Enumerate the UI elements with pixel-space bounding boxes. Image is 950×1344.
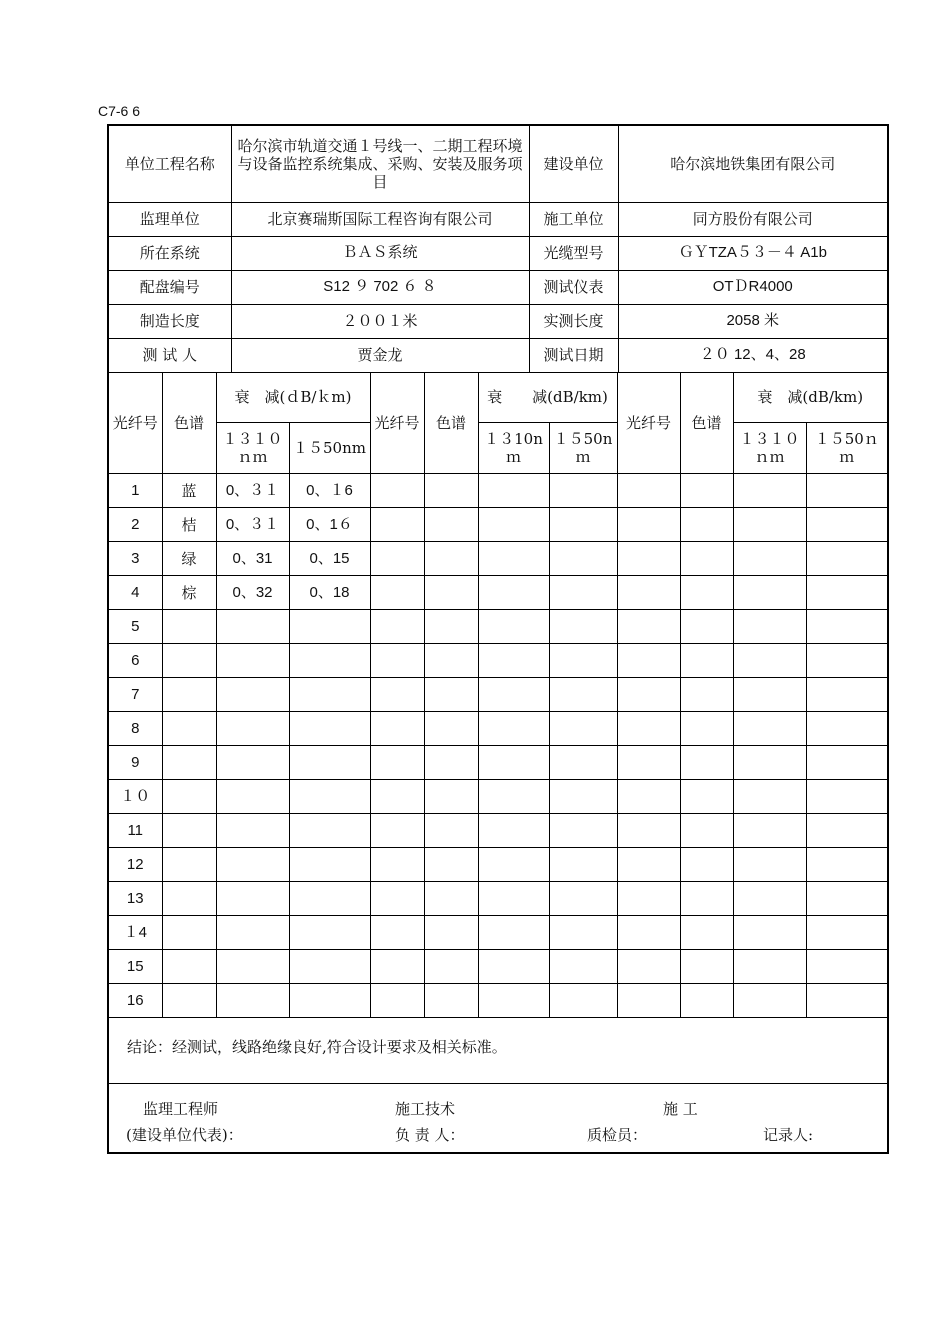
empty-cell (733, 848, 806, 882)
empty-cell (424, 610, 478, 644)
empty-cell (680, 950, 733, 984)
empty-cell (370, 746, 424, 780)
color-cell (162, 746, 216, 780)
attenuation-1550-cell (289, 610, 370, 644)
attenuation-1310-cell (216, 610, 289, 644)
empty-cell (733, 610, 806, 644)
attenuation-1550-cell (289, 984, 370, 1018)
tech-lead-label: 负 责 人： (395, 1126, 465, 1144)
attenuation-1550-cell (289, 814, 370, 848)
attenuation-1550-cell (289, 678, 370, 712)
attenuation-1310-cell: 0、３１ (216, 474, 289, 508)
empty-cell (424, 984, 478, 1018)
color-cell: 桔 (162, 508, 216, 542)
attenuation-1550-cell (289, 882, 370, 916)
fiber-no-header-1: 光纤号 (109, 373, 162, 474)
reel-no-label: 配盘编号 (109, 270, 231, 304)
empty-cell (478, 848, 549, 882)
empty-cell (549, 746, 617, 780)
color-header-1: 色谱 (162, 373, 216, 474)
fiber-no-cell: 11 (109, 814, 162, 848)
fiber-no-cell: 16 (109, 984, 162, 1018)
fiber-no-cell: 13 (109, 882, 162, 916)
attenuation-1310-cell (216, 916, 289, 950)
attenuation-1310-cell (216, 882, 289, 916)
mfg-length-value: ２００１米 (231, 304, 529, 338)
signature-area (109, 1084, 887, 1154)
empty-cell (478, 474, 549, 508)
empty-cell (680, 508, 733, 542)
empty-cell (733, 644, 806, 678)
attenuation-1310-cell (216, 644, 289, 678)
attenuation-1550-cell (289, 950, 370, 984)
color-cell (162, 712, 216, 746)
contractor-value: 同方股份有限公司 (618, 202, 887, 236)
measured-length-label: 实测长度 (529, 304, 618, 338)
empty-cell (733, 984, 806, 1018)
table-row (109, 644, 887, 678)
empty-cell (478, 780, 549, 814)
empty-cell (617, 848, 680, 882)
empty-cell (680, 610, 733, 644)
fiber-no-cell: 15 (109, 950, 162, 984)
empty-cell (370, 644, 424, 678)
attenuation-1550-cell: 0、18 (289, 576, 370, 610)
empty-cell (617, 678, 680, 712)
unit-project-value: 哈尔滨市轨道交通１号线一、二期工程环境与设备监控系统集成、采购、安装及服务项目 (231, 126, 529, 202)
empty-cell (806, 712, 887, 746)
empty-cell (617, 746, 680, 780)
empty-cell (680, 814, 733, 848)
wavelength-1550-1: １５50nm (289, 423, 370, 474)
empty-cell (733, 814, 806, 848)
empty-cell (370, 542, 424, 576)
fiber-no-header-2: 光纤号 (370, 373, 424, 474)
qc-label: 质检员： (587, 1126, 648, 1144)
attenuation-1310-cell (216, 984, 289, 1018)
empty-cell (424, 916, 478, 950)
instrument-label: 测试仪表 (529, 270, 618, 304)
color-cell (162, 678, 216, 712)
empty-cell (478, 508, 549, 542)
empty-cell (617, 542, 680, 576)
empty-cell (617, 508, 680, 542)
empty-cell (370, 508, 424, 542)
cable-model-label: 光缆型号 (529, 236, 618, 270)
empty-cell (424, 712, 478, 746)
empty-cell (806, 474, 887, 508)
attenuation-1310-cell (216, 678, 289, 712)
reel-no-value: S12 ９ 702 ６ ８ (231, 270, 529, 304)
attenuation-1310-cell: 0、３１ (216, 508, 289, 542)
fiber-no-cell: 7 (109, 678, 162, 712)
empty-cell (370, 678, 424, 712)
empty-cell (733, 542, 806, 576)
empty-cell (617, 712, 680, 746)
empty-cell (549, 712, 617, 746)
empty-cell (478, 814, 549, 848)
recorder-label: 记录人: (763, 1126, 814, 1144)
attenuation-1550-cell: 0、15 (289, 542, 370, 576)
header-table (109, 126, 887, 373)
table-row (109, 950, 887, 984)
empty-cell (549, 882, 617, 916)
empty-cell (806, 746, 887, 780)
empty-cell (549, 610, 617, 644)
empty-cell (370, 474, 424, 508)
empty-cell (424, 950, 478, 984)
empty-cell (478, 746, 549, 780)
empty-cell (733, 746, 806, 780)
color-header-3: 色谱 (680, 373, 733, 474)
color-cell (162, 644, 216, 678)
attenuation-1550-cell (289, 712, 370, 746)
empty-cell (370, 950, 424, 984)
empty-cell (680, 746, 733, 780)
color-cell: 蓝 (162, 474, 216, 508)
color-cell (162, 848, 216, 882)
empty-cell (549, 542, 617, 576)
empty-cell (680, 474, 733, 508)
fiber-no-cell: 1 (109, 474, 162, 508)
attenuation-1310-cell (216, 950, 289, 984)
table-row (109, 542, 887, 576)
conclusion: 结论：经测试，线路绝缘良好,符合设计要求及相关标准。 (109, 1018, 887, 1084)
empty-cell (680, 848, 733, 882)
fiber-no-header-3: 光纤号 (617, 373, 680, 474)
construction-unit-label: 建设单位 (529, 126, 618, 202)
empty-cell (806, 916, 887, 950)
test-date-label: 测试日期 (529, 338, 618, 372)
empty-cell (478, 950, 549, 984)
fiber-no-cell: 9 (109, 746, 162, 780)
fiber-no-cell: 3 (109, 542, 162, 576)
color-cell: 棕 (162, 576, 216, 610)
empty-cell (617, 950, 680, 984)
empty-cell (806, 508, 887, 542)
supervisor-label: 监理工程师 (143, 1100, 219, 1118)
color-cell (162, 610, 216, 644)
empty-cell (733, 780, 806, 814)
color-cell (162, 950, 216, 984)
empty-cell (617, 916, 680, 950)
empty-cell (617, 984, 680, 1018)
attenuation-1550-cell (289, 780, 370, 814)
contractor-label: 施工单位 (529, 202, 618, 236)
empty-cell (370, 882, 424, 916)
empty-cell (478, 576, 549, 610)
table-row (109, 576, 887, 610)
attenuation-1550-cell (289, 644, 370, 678)
attenuation-1550-cell (289, 746, 370, 780)
fiber-no-cell: 4 (109, 576, 162, 610)
table-row (109, 984, 887, 1018)
attenuation-1550-cell: 0、１6 (289, 474, 370, 508)
empty-cell (549, 576, 617, 610)
empty-cell (478, 984, 549, 1018)
empty-cell (370, 984, 424, 1018)
empty-cell (478, 610, 549, 644)
empty-cell (424, 848, 478, 882)
fiber-no-cell: １4 (109, 916, 162, 950)
empty-cell (733, 508, 806, 542)
empty-cell (370, 780, 424, 814)
empty-cell (806, 984, 887, 1018)
color-cell (162, 916, 216, 950)
fiber-no-cell: 12 (109, 848, 162, 882)
color-cell (162, 984, 216, 1018)
attenuation-1550-cell: 0、1６ (289, 508, 370, 542)
empty-cell (549, 508, 617, 542)
empty-cell (733, 474, 806, 508)
empty-cell (370, 610, 424, 644)
empty-cell (680, 576, 733, 610)
fiber-no-cell: 6 (109, 644, 162, 678)
empty-cell (733, 882, 806, 916)
empty-cell (733, 712, 806, 746)
empty-cell (478, 712, 549, 746)
empty-cell (617, 610, 680, 644)
empty-cell (478, 678, 549, 712)
supervision-unit-label: 监理单位 (109, 202, 231, 236)
empty-cell (733, 576, 806, 610)
empty-cell (549, 644, 617, 678)
empty-cell (680, 780, 733, 814)
fiber-no-cell: 2 (109, 508, 162, 542)
empty-cell (806, 610, 887, 644)
empty-cell (424, 508, 478, 542)
empty-cell (806, 882, 887, 916)
test-date-value: ２０ 12、4、28 (618, 338, 887, 372)
table-row (109, 678, 887, 712)
tech-label: 施工技术 (395, 1100, 456, 1118)
empty-cell (424, 576, 478, 610)
table-row (109, 814, 887, 848)
empty-cell (424, 780, 478, 814)
empty-cell (806, 576, 887, 610)
empty-cell (806, 644, 887, 678)
empty-cell (370, 814, 424, 848)
mfg-length-label: 制造长度 (109, 304, 231, 338)
empty-cell (370, 712, 424, 746)
empty-cell (733, 678, 806, 712)
table-row (109, 712, 887, 746)
attenuation-1310-cell (216, 780, 289, 814)
empty-cell (617, 644, 680, 678)
cable-model-value: ＧＹTZA５３－４ A1b (618, 236, 887, 270)
attenuation-header-3: 衰 减(dB/km) (733, 373, 887, 423)
wavelength-1310-2: １３10nｍ (478, 423, 549, 474)
table-row (109, 848, 887, 882)
empty-cell (680, 712, 733, 746)
empty-cell (478, 644, 549, 678)
empty-cell (424, 644, 478, 678)
empty-cell (617, 814, 680, 848)
attenuation-1310-cell (216, 848, 289, 882)
empty-cell (806, 780, 887, 814)
empty-cell (424, 542, 478, 576)
empty-cell (549, 678, 617, 712)
table-row (109, 916, 887, 950)
empty-cell (680, 678, 733, 712)
supervision-unit-value: 北京赛瑞斯国际工程咨询有限公司 (231, 202, 529, 236)
wavelength-1310-3: １３１０ｎｍ (733, 423, 806, 474)
empty-cell (733, 916, 806, 950)
empty-cell (733, 950, 806, 984)
wavelength-1550-2: １５50nｍ (549, 423, 617, 474)
measured-length-value: 2058 米 (618, 304, 887, 338)
empty-cell (424, 746, 478, 780)
empty-cell (424, 814, 478, 848)
attenuation-1310-cell: 0、31 (216, 542, 289, 576)
table-row (109, 610, 887, 644)
unit-project-label: 单位工程名称 (109, 126, 231, 202)
empty-cell (617, 474, 680, 508)
table-row (109, 746, 887, 780)
fiber-no-cell: 5 (109, 610, 162, 644)
empty-cell (549, 916, 617, 950)
attenuation-1310-cell (216, 712, 289, 746)
table-row (109, 780, 887, 814)
attenuation-header-1: 衰 减(ｄB/ｋm) (216, 373, 370, 423)
empty-cell (680, 542, 733, 576)
empty-cell (424, 474, 478, 508)
empty-cell (478, 916, 549, 950)
empty-cell (549, 950, 617, 984)
empty-cell (424, 678, 478, 712)
empty-cell (424, 882, 478, 916)
attenuation-1310-cell (216, 814, 289, 848)
empty-cell (549, 984, 617, 1018)
empty-cell (806, 542, 887, 576)
empty-cell (549, 474, 617, 508)
instrument-value: OTＤR4000 (618, 270, 887, 304)
empty-cell (370, 576, 424, 610)
empty-cell (806, 848, 887, 882)
attenuation-table (109, 373, 887, 1019)
empty-cell (549, 780, 617, 814)
system-value: ＢＡＳ系统 (231, 236, 529, 270)
empty-cell (806, 950, 887, 984)
empty-cell (617, 576, 680, 610)
empty-cell (549, 814, 617, 848)
test-record-form (107, 124, 889, 1154)
construction-unit-value: 哈尔滨地铁集团有限公司 (618, 126, 887, 202)
construction-label: 施 工 (663, 1100, 698, 1118)
empty-cell (806, 814, 887, 848)
empty-cell (680, 984, 733, 1018)
attenuation-1310-cell (216, 746, 289, 780)
table-row (109, 474, 887, 508)
color-cell (162, 814, 216, 848)
fiber-no-cell: 8 (109, 712, 162, 746)
system-label: 所在系统 (109, 236, 231, 270)
empty-cell (680, 644, 733, 678)
attenuation-1310-cell: 0、32 (216, 576, 289, 610)
tester-value: 贾金龙 (231, 338, 529, 372)
empty-cell (617, 882, 680, 916)
empty-cell (478, 882, 549, 916)
color-header-2: 色谱 (424, 373, 478, 474)
document-code: C7-6 6 (98, 103, 141, 119)
supervisor-sublabel: (建设单位代表)： (126, 1126, 243, 1144)
tester-label: 测 试 人 (109, 338, 231, 372)
empty-cell (370, 916, 424, 950)
table-row (109, 882, 887, 916)
wavelength-1310-1: １３１０ｎｍ (216, 423, 289, 474)
color-cell: 绿 (162, 542, 216, 576)
attenuation-1550-cell (289, 916, 370, 950)
empty-cell (806, 678, 887, 712)
empty-cell (617, 780, 680, 814)
empty-cell (680, 916, 733, 950)
attenuation-header-2: 衰 减(dB/km) (478, 373, 617, 423)
empty-cell (478, 542, 549, 576)
color-cell (162, 882, 216, 916)
empty-cell (370, 848, 424, 882)
wavelength-1550-3: １５50ｎｍ (806, 423, 887, 474)
attenuation-1550-cell (289, 848, 370, 882)
fiber-no-cell: １０ (109, 780, 162, 814)
table-row (109, 508, 887, 542)
empty-cell (680, 882, 733, 916)
empty-cell (549, 848, 617, 882)
color-cell (162, 780, 216, 814)
